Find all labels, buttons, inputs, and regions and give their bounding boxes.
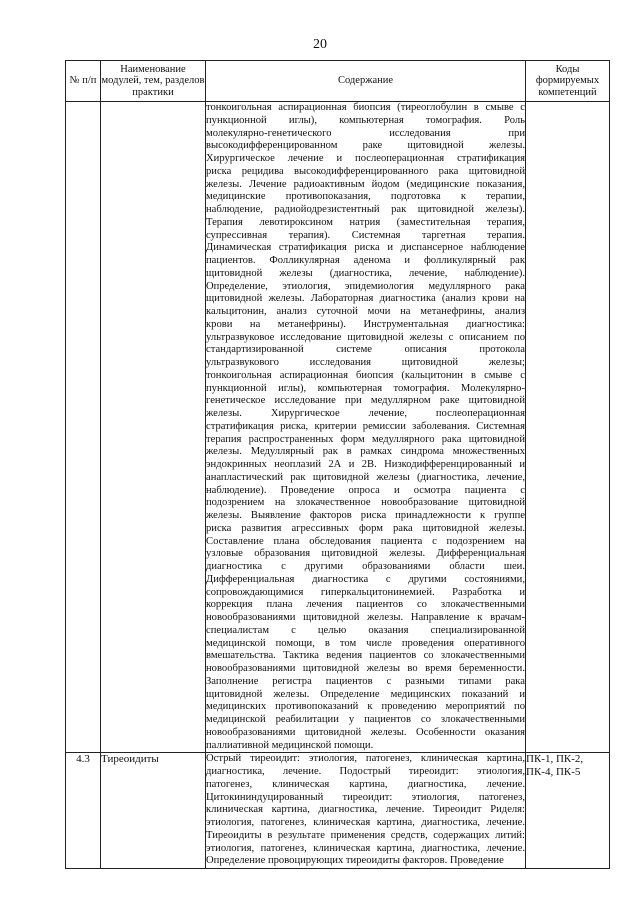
table-row [66, 753, 610, 869]
row1-line: наблюдение, радиойодрезистентный рак щитовидной железы). [206, 204, 525, 215]
row1-line: новообразованиями щитовидной железы. Особенности оказания [206, 726, 525, 738]
row1-line: риска развития агрессивных форм рака щитовидной железы. [206, 522, 525, 534]
row1-line: узловые образования щитовидной железы. Дифференциальная [206, 548, 525, 560]
header-codes: Коды формируемых компетенций [526, 61, 610, 102]
curriculum-table [65, 60, 610, 869]
row1-line: пункционной иглы), компьютерная томография. Роль [206, 114, 525, 126]
row1-line: подозрением на злокачественное новообразование щитовидной [206, 497, 525, 509]
row1-line: Дифференциальная диагностика с другими состояниями, [206, 573, 525, 585]
row2-num: 4.3 [66, 753, 101, 869]
row1-line: тонкоигольная аспирационная биопсия (кальцитонин в смыве с [206, 369, 525, 381]
row1-line: ультразвуковое исследование щитовидной железы с описанием по [206, 331, 525, 343]
page-number: 20 [313, 37, 327, 52]
row1-line: Хирургическое лечение и послеоперационная стратификация [206, 153, 525, 164]
row2-codes [526, 753, 610, 869]
header-module: Наименование модулей, тем, разделов практики [101, 61, 206, 102]
row1-line: кальцитонин, анализ суточной мочи на метанефрины, анализ [206, 306, 525, 317]
row1-line: щитовидной железы (диагностика, лечение, наблюдение). [206, 267, 525, 279]
row2-lines [206, 753, 525, 868]
row2-line: диагностика, лечение. Подострый тиреоидит: этиология, [206, 766, 525, 777]
row1-line: щитовидной железы. Лабораторная диагностика (анализ крови на [206, 293, 525, 305]
row1-line: железы. Выявление факторов риска принадлежности к группе [206, 510, 525, 521]
row1-line: коррекция плана лечения пациентов со злокачественными [206, 599, 525, 611]
row1-line: супрессивная терапия). Системная таргетная терапия. [206, 229, 525, 241]
row1-line: Заполнение регистра пациентов с разными типами рака [206, 675, 525, 687]
header-content: Содержание [206, 61, 526, 102]
row1-lines [206, 102, 525, 752]
row1-line: новообразованиями щитовидной железы во время беременности. [206, 663, 525, 674]
row1-line: железы. Медуллярный рак в рамках синдрома множественных [206, 446, 525, 458]
row1-line: анапластический рак щитовидной железы (диагностика, лечение, [206, 471, 525, 483]
row2-line: Тиреоидиты в результате применения средств, содержащих литий: [206, 829, 525, 841]
row1-line: пункционной иглы), компьютерная томография. Молекулярно- [206, 382, 525, 394]
row1-line: молекулярно-генетического исследования при [206, 127, 525, 139]
row1-line: медицинские противопоказания, подготовка к терапии, [206, 191, 525, 203]
table-header-row [66, 61, 610, 102]
row1-line: пациентов. Фолликулярная аденома и фолликулярный рак [206, 255, 525, 266]
row1-line: высокодифференцированном раке щитовидной железы. [206, 140, 525, 152]
row1-content [206, 102, 526, 753]
row1-line: диагностика с другими образованиями области шеи. [206, 561, 525, 572]
row2-line: Определение провоцирующих тиреоидиты факторов. Проведение [206, 855, 504, 867]
row2-line: патогенез, клиническая картина, диагностика, лечение. [206, 778, 525, 790]
row1-line: медицинской реабилитации у пациентов со злокачественными [206, 714, 525, 725]
row1-line: эндокринных неоплазий 2А и 2В. Низкодифференцированный и [206, 459, 525, 470]
row2-line: Цитокининдуцированный тиреоидит: этиология, патогенез, [206, 791, 525, 803]
row1-line: стандартизированной системе описания протокола [206, 344, 525, 356]
row1-line: паллиативной медицинской помощи. [206, 739, 374, 751]
row1-num [66, 102, 101, 753]
row1-line: терапия распространенных форм медуллярного рака щитовидной [206, 433, 525, 445]
row1-line: Динамическая стратификация риска и диспансерное наблюдение [206, 242, 525, 254]
row1-line: наблюдение). Проведение опроса и осмотра пациента с [206, 484, 525, 496]
row1-line: щитовидной железы. Определение медицинских показаний и [206, 688, 525, 700]
table-row [66, 102, 610, 753]
row1-line: новообразованиями щитовидной железы. Направление к врачам- [206, 612, 525, 623]
row1-line: сопровождающимися гиперкальцитонинемией. Разработка и [206, 586, 525, 598]
row1-module [101, 102, 206, 753]
row2-line: этиология, патогенез, клиническая картина, диагностика, лечение. [206, 817, 525, 828]
row2-line: этиология, патогенез, клиническая картина, диагностика, лечение. [206, 842, 525, 854]
row1-line: генетическое исследование при медуллярном раке щитовидной [206, 395, 525, 407]
row2-line: клиническая картина, диагностика, лечение. Тиреоидит Риделя: [206, 804, 525, 816]
row2-module: Тиреоидиты [101, 753, 206, 869]
row1-line: тонкоигольная аспирационная биопсия (тиреоглобулин в смыве с [206, 102, 525, 113]
row1-line: специалистам с целью оказания специализированной [206, 624, 525, 636]
row1-codes [526, 102, 610, 753]
row2-line: Острый тиреоидит: этиология, патогенез, клиническая картина, [206, 753, 525, 765]
row1-line: Составление плана обследования пациента с подозрением на [206, 535, 525, 547]
row1-line: Терапия левотироксином натрия (заместительная терапия, [206, 216, 525, 228]
row1-line: стратификация риска, критерии ремиссии заболевания. Системная [206, 420, 525, 432]
row1-line: ультразвукового исследования щитовидной железы; [206, 357, 525, 368]
row1-line: вмешательства. Тактика ведения пациентов со злокачественными [206, 650, 525, 662]
row1-line: риска рецидива высокодифференцированного рака щитовидной [206, 165, 525, 177]
row1-line: железы. Хирургическое лечение, послеоперационная [206, 408, 525, 419]
row2-codes-line1: ПК-1, ПК-2, [526, 753, 584, 766]
row1-line: Определение, этиология, эпидемиология медуллярного рака [206, 280, 525, 292]
row1-line: медицинских противопоказаний к проведению мероприятий по [206, 701, 525, 713]
header-num: № п/п [66, 61, 101, 102]
row1-line: медицинской помощи, в том числе проведения оперативного [206, 637, 525, 649]
row1-line: железы. Лечение радиоактивным йодом (медицинские показания, [206, 178, 525, 190]
row2-content [206, 753, 526, 869]
row1-line: крови на метанефрины). Инструментальная диагностика: [206, 318, 525, 330]
row2-codes-line2: ПК-4, ПК-5 [526, 766, 581, 778]
